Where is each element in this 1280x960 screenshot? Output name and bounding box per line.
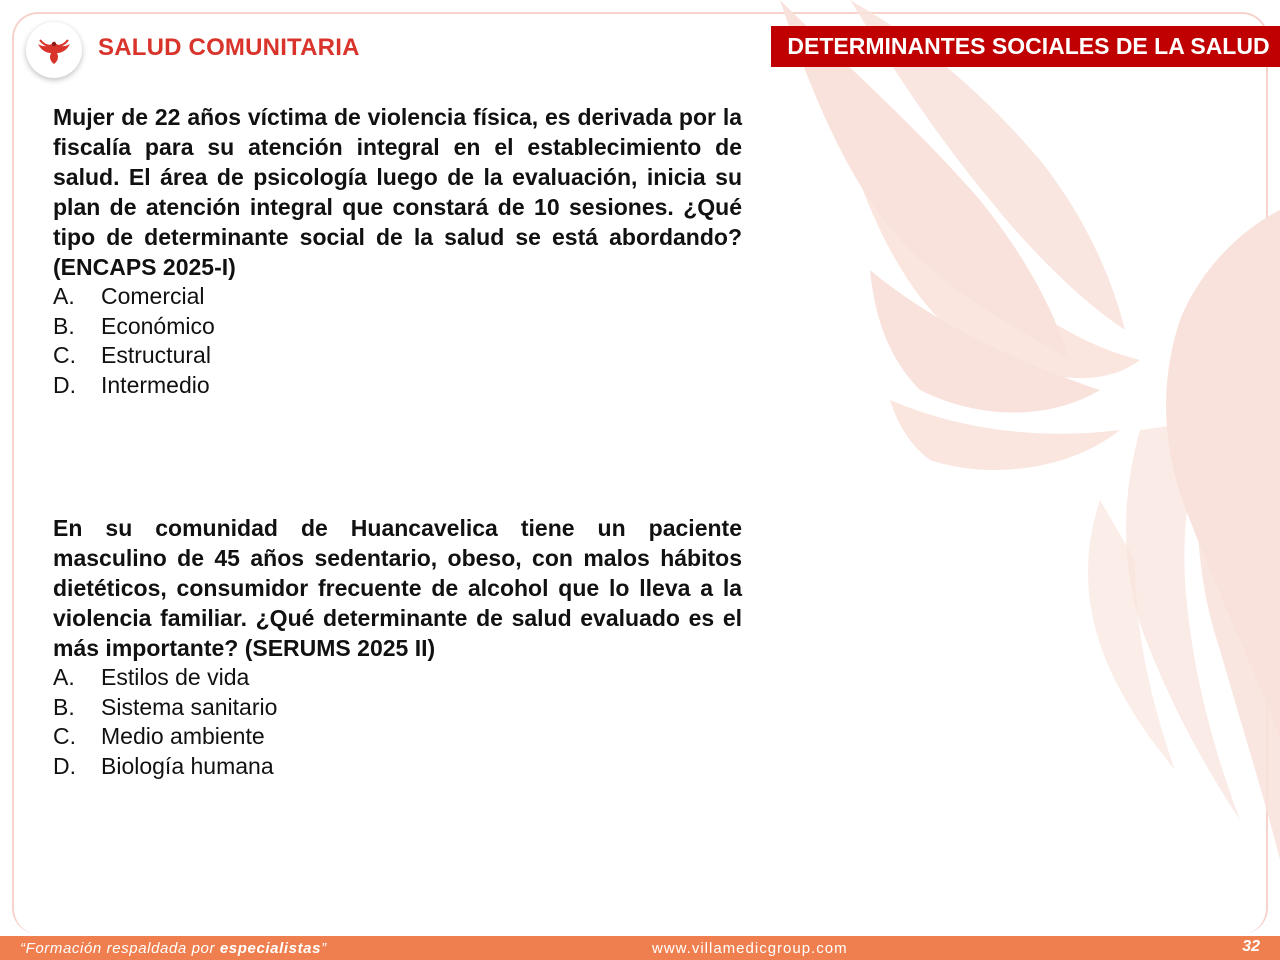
question-stem: En su comunidad de Huancavelica tiene un paciente masculino de 45 años sedentario, obeso, con malos hábitos dietéticos, consumidor frecuente de alcohol que lo lleva a la violencia familiar. ¿Qué determinante de salud evaluado es el más importante? (SERUMS 2025 II) [53, 515, 742, 661]
option-text: Económico [101, 312, 215, 339]
brand-logo [26, 22, 82, 78]
option-letter: C. [53, 342, 76, 369]
option-text: Comercial [101, 283, 205, 309]
option-letter: C. [53, 723, 76, 750]
option-letter: D. [53, 372, 76, 399]
brand-title: SALUD COMUNITARIA [98, 34, 360, 61]
footer-website: www.villamedicgroup.com [652, 940, 848, 957]
option-text: Estructural [101, 342, 211, 369]
topic-banner: DETERMINANTES SOCIALES DE LA SALUD [771, 26, 1280, 67]
slogan-emphasis: especialistas [219, 940, 322, 957]
option-letter: B. [53, 312, 75, 339]
option-text: Intermedio [101, 372, 210, 399]
option-d [53, 371, 742, 401]
page-number: 32 [1242, 938, 1260, 955]
footer-bar [0, 936, 1280, 960]
option-c [53, 722, 742, 752]
option-b [53, 312, 742, 342]
option-text: Medio ambiente [101, 723, 265, 750]
option-a [53, 282, 742, 312]
option-letter: D. [53, 753, 76, 780]
option-letter: B. [53, 693, 75, 720]
option-text: Sistema sanitario [101, 693, 278, 720]
option-c [53, 341, 742, 371]
phoenix-watermark-icon [720, 0, 1280, 935]
option-d [53, 752, 742, 782]
option-text: Estilos de vida [101, 664, 250, 690]
question-1 [53, 102, 742, 401]
footer-slogan [20, 940, 327, 957]
option-a [53, 663, 742, 693]
answer-options [53, 282, 742, 401]
question-stem: Mujer de 22 años víctima de violencia física, es derivada por la fiscalía para su atención integral en el establecimiento de salud. El área de psicología luego de la evaluación, inicia su plan de atención integral que constará de 10 sesiones. ¿Qué tipo de determinante social de la salud se está abordando? (ENCAPS 2025-I) [53, 104, 742, 280]
answer-options [53, 663, 742, 782]
question-2 [53, 513, 742, 782]
option-b [53, 693, 742, 723]
option-text: Biología humana [101, 753, 274, 780]
slogan-text: “Formación respaldada por [20, 940, 220, 957]
slogan-close-quote: ” [321, 940, 327, 957]
option-letter: A. [53, 664, 75, 690]
option-letter: A. [53, 283, 75, 309]
phoenix-logo-icon [32, 28, 76, 72]
